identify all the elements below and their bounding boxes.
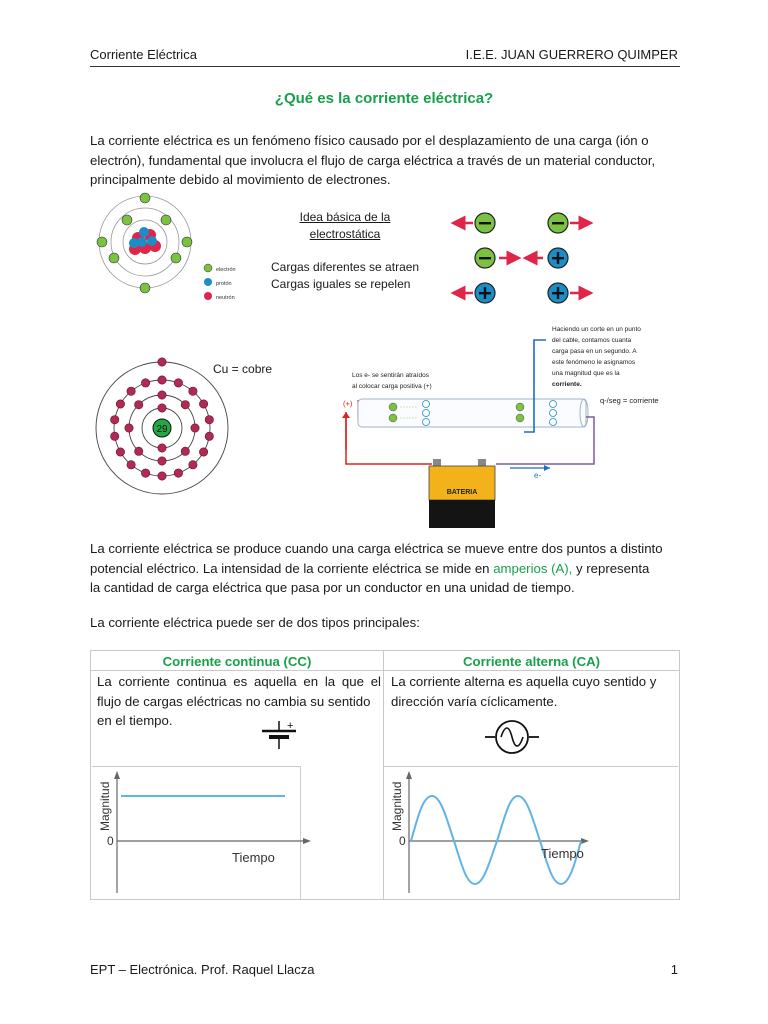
copper-electron [199, 448, 207, 456]
cut-line-bold: corriente. [552, 381, 582, 388]
copper-electron [205, 416, 213, 424]
definition-text: potencial eléctrico. La intensidad de la corriente eléctrica se mide en [90, 560, 494, 576]
ac-line: La corriente alterna es aquella cuyo sentido y [391, 674, 657, 689]
types-intro: La corriente eléctrica puede ser de dos tipos principales: [90, 615, 420, 630]
footer-left: EPT – Electrónica. Prof. Raquel Llacza [90, 962, 315, 977]
header-left: Corriente Eléctrica [90, 47, 197, 62]
copper-electron [181, 447, 189, 455]
copper-atomic-number: 29 [156, 424, 168, 435]
copper-electron [158, 358, 166, 366]
dc-origin: 0 [107, 834, 114, 848]
copper-electron [135, 401, 143, 409]
intro-line: La corriente eléctrica es un fenómeno físico causado por el desplazamiento de una carga (ión o [90, 133, 649, 148]
copper-electron [174, 379, 182, 387]
definition-line [90, 559, 680, 579]
ac-graph-frame [384, 766, 678, 767]
copper-electron [141, 469, 149, 477]
copper-electron [116, 448, 124, 456]
copper-electron [127, 461, 135, 469]
current-types-table [90, 650, 680, 900]
definition-paragraph [90, 539, 680, 598]
copper-electron [111, 416, 119, 424]
cut-line: una magnitud que es la [552, 370, 620, 377]
legend-electron: electrón [216, 267, 236, 273]
dc-symbol-icon [259, 719, 299, 753]
copper-electron [116, 400, 124, 408]
atom-legend [204, 264, 236, 301]
ac-symbol-icon [483, 717, 541, 757]
ac-ylabel: Magnitud [390, 781, 404, 831]
header-right: I.E.E. JUAN GUERRERO QUIMPER [465, 47, 678, 62]
electrostatics-title [290, 209, 400, 243]
definition-line: la cantidad de carga eléctrica que pasa por un conductor en una unidad de tiempo. [90, 580, 575, 595]
copper-electron [205, 432, 213, 440]
circuit-diagram [338, 322, 678, 534]
copper-electron [111, 432, 119, 440]
dc-heading: Corriente continua (CC) [162, 654, 312, 669]
copper-electron [189, 461, 197, 469]
copper-electron [158, 404, 166, 412]
copper-atom-diagram [92, 348, 232, 498]
ac-line: dirección varía cíclicamente. [391, 693, 558, 709]
copper-electron [174, 469, 182, 477]
legend-proton: protón [216, 281, 232, 287]
copper-electron [158, 376, 166, 384]
intro-line: principalmente debido al movimiento de electrones. [90, 172, 391, 187]
copper-electron [141, 379, 149, 387]
header-rule [90, 66, 680, 67]
copper-electron [158, 444, 166, 452]
legend-neutron: neutrón [216, 295, 235, 301]
amperios-highlight: amperios (A), [493, 560, 573, 576]
definition-text: y representa [572, 560, 650, 576]
ac-origin: 0 [399, 834, 406, 848]
cut-line: Haciendo un corte en un punto [552, 326, 641, 333]
page-title: ¿Qué es la corriente eléctrica? [274, 90, 494, 107]
dc-ylabel: Magnitud [98, 781, 112, 831]
dc-line: en el tiempo. [97, 713, 173, 728]
copper-electron [199, 400, 207, 408]
charges-diagram [445, 205, 605, 305]
cut-line: carga pasa en un segundo. A [552, 348, 637, 355]
copper-electron [158, 457, 166, 465]
definition-line: La corriente eléctrica se produce cuando una carga eléctrica se mueve entre dos puntos a distinto [90, 541, 663, 556]
electrostatics-title-line: electrostática [309, 227, 381, 241]
electrostatics-rules [271, 259, 419, 293]
ac-xlabel: Tiempo [541, 846, 584, 861]
copper-electron [127, 387, 135, 395]
intro-line: electrón), fundamental que involucra el flujo de carga eléctrica a través de un material conductor, [90, 152, 656, 168]
positive-label: (+) [343, 399, 353, 408]
copper-label: Cu = cobre [213, 362, 273, 376]
dc-line: flujo de cargas eléctricas no cambia su sentido [97, 693, 371, 709]
electrostatics-title-line: Idea básica de la [299, 210, 391, 224]
ac-description [391, 672, 675, 711]
dc-description [97, 672, 381, 731]
atom-diagram [90, 188, 260, 308]
table-divider [383, 651, 384, 899]
cut-line: del cable, contamos cuanta [552, 337, 632, 344]
dc-graph [95, 769, 315, 897]
ac-graph [387, 769, 607, 897]
circuit-note: al colocar carga positiva (+) [352, 383, 432, 390]
dc-xlabel: Tiempo [232, 850, 275, 865]
dc-symbol-plus: + [287, 720, 294, 732]
copper-electron [191, 424, 199, 432]
page-number: 1 [670, 962, 678, 977]
copper-electron [158, 472, 166, 480]
rule-repel: Cargas iguales se repelen [271, 277, 411, 291]
copper-electron [189, 387, 197, 395]
intro-paragraph [90, 131, 680, 190]
rule-attract: Cargas diferentes se atraen [271, 260, 420, 274]
nucleus [129, 227, 161, 255]
ac-heading: Corriente alterna (CA) [462, 654, 601, 669]
battery-label: BATERIA [446, 489, 478, 496]
electron-flow-label: e- [534, 471, 542, 480]
formula: q-/seg = corriente [600, 396, 659, 405]
battery [429, 459, 495, 528]
copper-electron [125, 424, 133, 432]
circuit-note: Los e- se sentirán atraídos [352, 372, 429, 379]
cut-explanation [552, 326, 641, 388]
dc-line: La corriente continua es aquella en la que el [97, 674, 381, 689]
copper-electron [135, 447, 143, 455]
cut-line: este fenómeno le asignamos [552, 359, 636, 366]
copper-electron [158, 391, 166, 399]
copper-electron [181, 401, 189, 409]
